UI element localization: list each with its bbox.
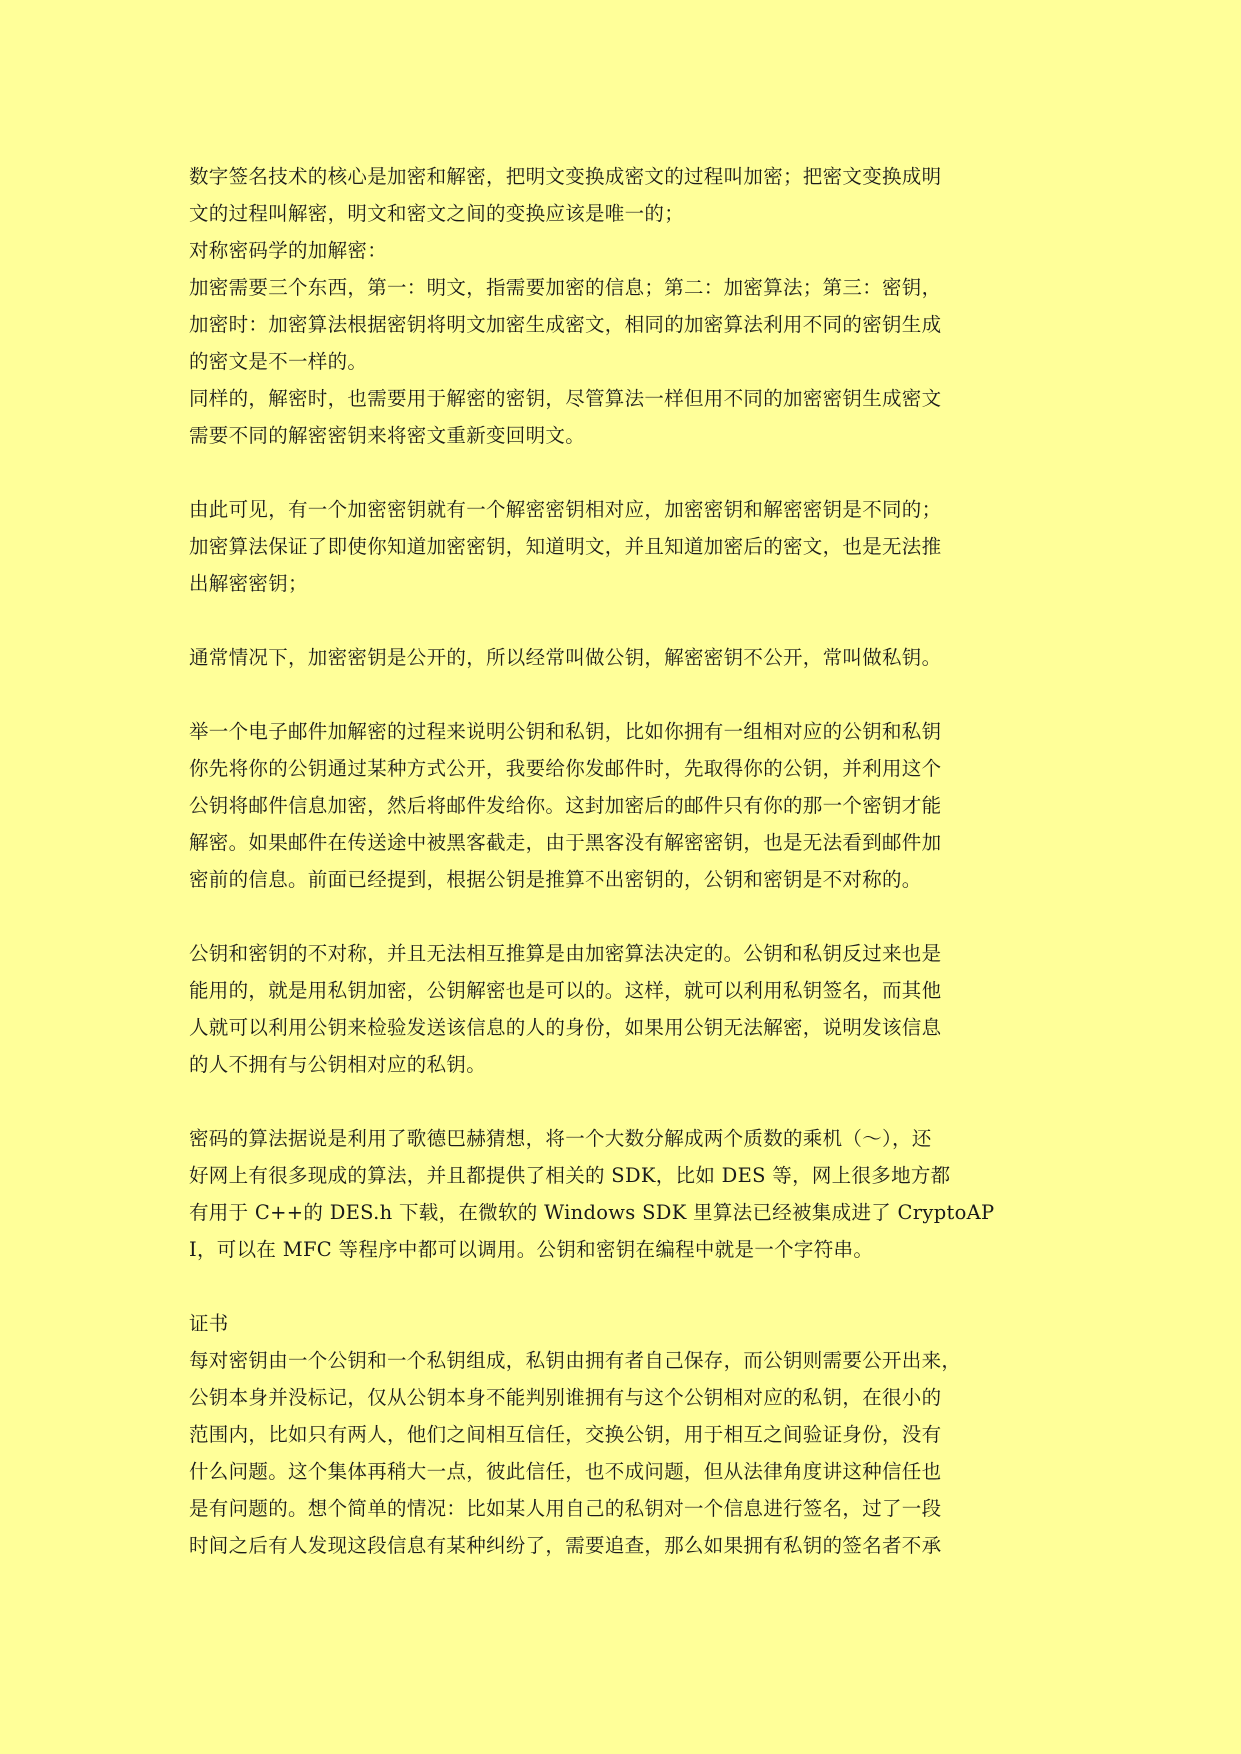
paragraph-spacer xyxy=(189,1268,979,1305)
text-line: 出解密密钥； xyxy=(189,572,308,595)
text-line: 密码的算法据说是利用了歌德巴赫猜想，将一个大数分解成两个质数的乘机（～），还 xyxy=(189,1127,932,1150)
text-line: 通常情况下，加密密钥是公开的，所以经常叫做公钥，解密密钥不公开，常叫做私钥。 xyxy=(189,646,942,669)
text-line: 密前的信息。前面已经提到，根据公钥是推算不出密钥的，公钥和密钥是不对称的。 xyxy=(189,868,922,891)
paragraph-spacer xyxy=(189,676,979,713)
paragraph-spacer xyxy=(189,898,979,935)
text-line: 公钥本身并没标记，仅从公钥本身不能判别谁拥有与这个公钥相对应的私钥，在很小的 xyxy=(189,1386,942,1409)
text-line: 对称密码学的加解密： xyxy=(189,239,388,262)
text-line: 每对密钥由一个公钥和一个私钥组成，私钥由拥有者自己保存，而公钥则需要公开出来， xyxy=(189,1349,962,1372)
text-line: 公钥和密钥的不对称，并且无法相互推算是由加密算法决定的。公钥和私钥反过来也是 xyxy=(189,942,942,965)
text-line: 好网上有很多现成的算法，并且都提供了相关的 SDK，比如 DES 等，网上很多地方都 xyxy=(189,1164,951,1187)
paragraph-7-certificate xyxy=(189,1305,979,1564)
text-line: 同样的，解密时，也需要用于解密的密钥，尽管算法一样但用不同的加密密钥生成密文 xyxy=(189,387,942,410)
paragraph-1 xyxy=(189,158,979,454)
paragraph-4 xyxy=(189,713,979,898)
section-heading: 证书 xyxy=(189,1312,229,1335)
text-line: 时间之后有人发现这段信息有某种纠纷了，需要追查，那么如果拥有私钥的签名者不承 xyxy=(189,1534,942,1557)
text-line: 的密文是不一样的。 xyxy=(189,350,368,373)
paragraph-spacer xyxy=(189,454,979,491)
text-line: 加密需要三个东西，第一：明文，指需要加密的信息；第二：加密算法；第三：密钥， xyxy=(189,276,942,299)
text-line: 加密算法保证了即使你知道加密密钥，知道明文，并且知道加密后的密文，也是无法推 xyxy=(189,535,942,558)
text-line: 什么问题。这个集体再稍大一点，彼此信任，也不成问题，但从法律角度讲这种信任也 xyxy=(189,1460,942,1483)
paragraph-5 xyxy=(189,935,979,1083)
text-line: 是有问题的。想个简单的情况：比如某人用自己的私钥对一个信息进行签名，过了一段 xyxy=(189,1497,942,1520)
text-line: 人就可以利用公钥来检验发送该信息的人的身份，如果用公钥无法解密，说明发该信息 xyxy=(189,1016,942,1039)
text-line: 你先将你的公钥通过某种方式公开，我要给你发邮件时，先取得你的公钥，并利用这个 xyxy=(189,757,942,780)
document-body xyxy=(189,158,995,1564)
paragraph-spacer xyxy=(189,602,979,639)
text-line: 能用的，就是用私钥加密，公钥解密也是可以的。这样，就可以利用私钥签名，而其他 xyxy=(189,979,942,1002)
text-line: 的人不拥有与公钥相对应的私钥。 xyxy=(189,1053,487,1076)
text-line: 举一个电子邮件加解密的过程来说明公钥和私钥，比如你拥有一组相对应的公钥和私钥 xyxy=(189,720,942,743)
paragraph-3 xyxy=(189,639,979,676)
text-line: 文的过程叫解密，明文和密文之间的变换应该是唯一的； xyxy=(189,202,685,225)
text-line: 解密。如果邮件在传送途中被黑客截走，由于黑客没有解密密钥，也是无法看到邮件加 xyxy=(189,831,942,854)
text-line: 由此可见，有一个加密密钥就有一个解密密钥相对应，加密密钥和解密密钥是不同的； xyxy=(189,498,942,521)
paragraph-spacer xyxy=(189,1083,979,1120)
text-line: 公钥将邮件信息加密，然后将邮件发给你。这封加密后的邮件只有你的那一个密钥才能 xyxy=(189,794,942,817)
paragraph-2 xyxy=(189,491,979,602)
text-line: 加密时：加密算法根据密钥将明文加密生成密文，相同的加密算法利用不同的密钥生成 xyxy=(189,313,942,336)
text-line: I，可以在 MFC 等程序中都可以调用。公钥和密钥在编程中就是一个字符串。 xyxy=(189,1238,874,1261)
paragraph-6 xyxy=(189,1120,995,1268)
text-line: 数字签名技术的核心是加密和解密，把明文变换成密文的过程叫加密；把密文变换成明 xyxy=(189,165,942,188)
text-line: 范围内，比如只有两人，他们之间相互信任，交换公钥，用于相互之间验证身份，没有 xyxy=(189,1423,942,1446)
text-line: 有用于 C++的 DES.h 下载，在微软的 Windows SDK 里算法已经被集成进了 CryptoAP xyxy=(189,1201,995,1224)
text-line: 需要不同的解密密钥来将密文重新变回明文。 xyxy=(189,424,586,447)
